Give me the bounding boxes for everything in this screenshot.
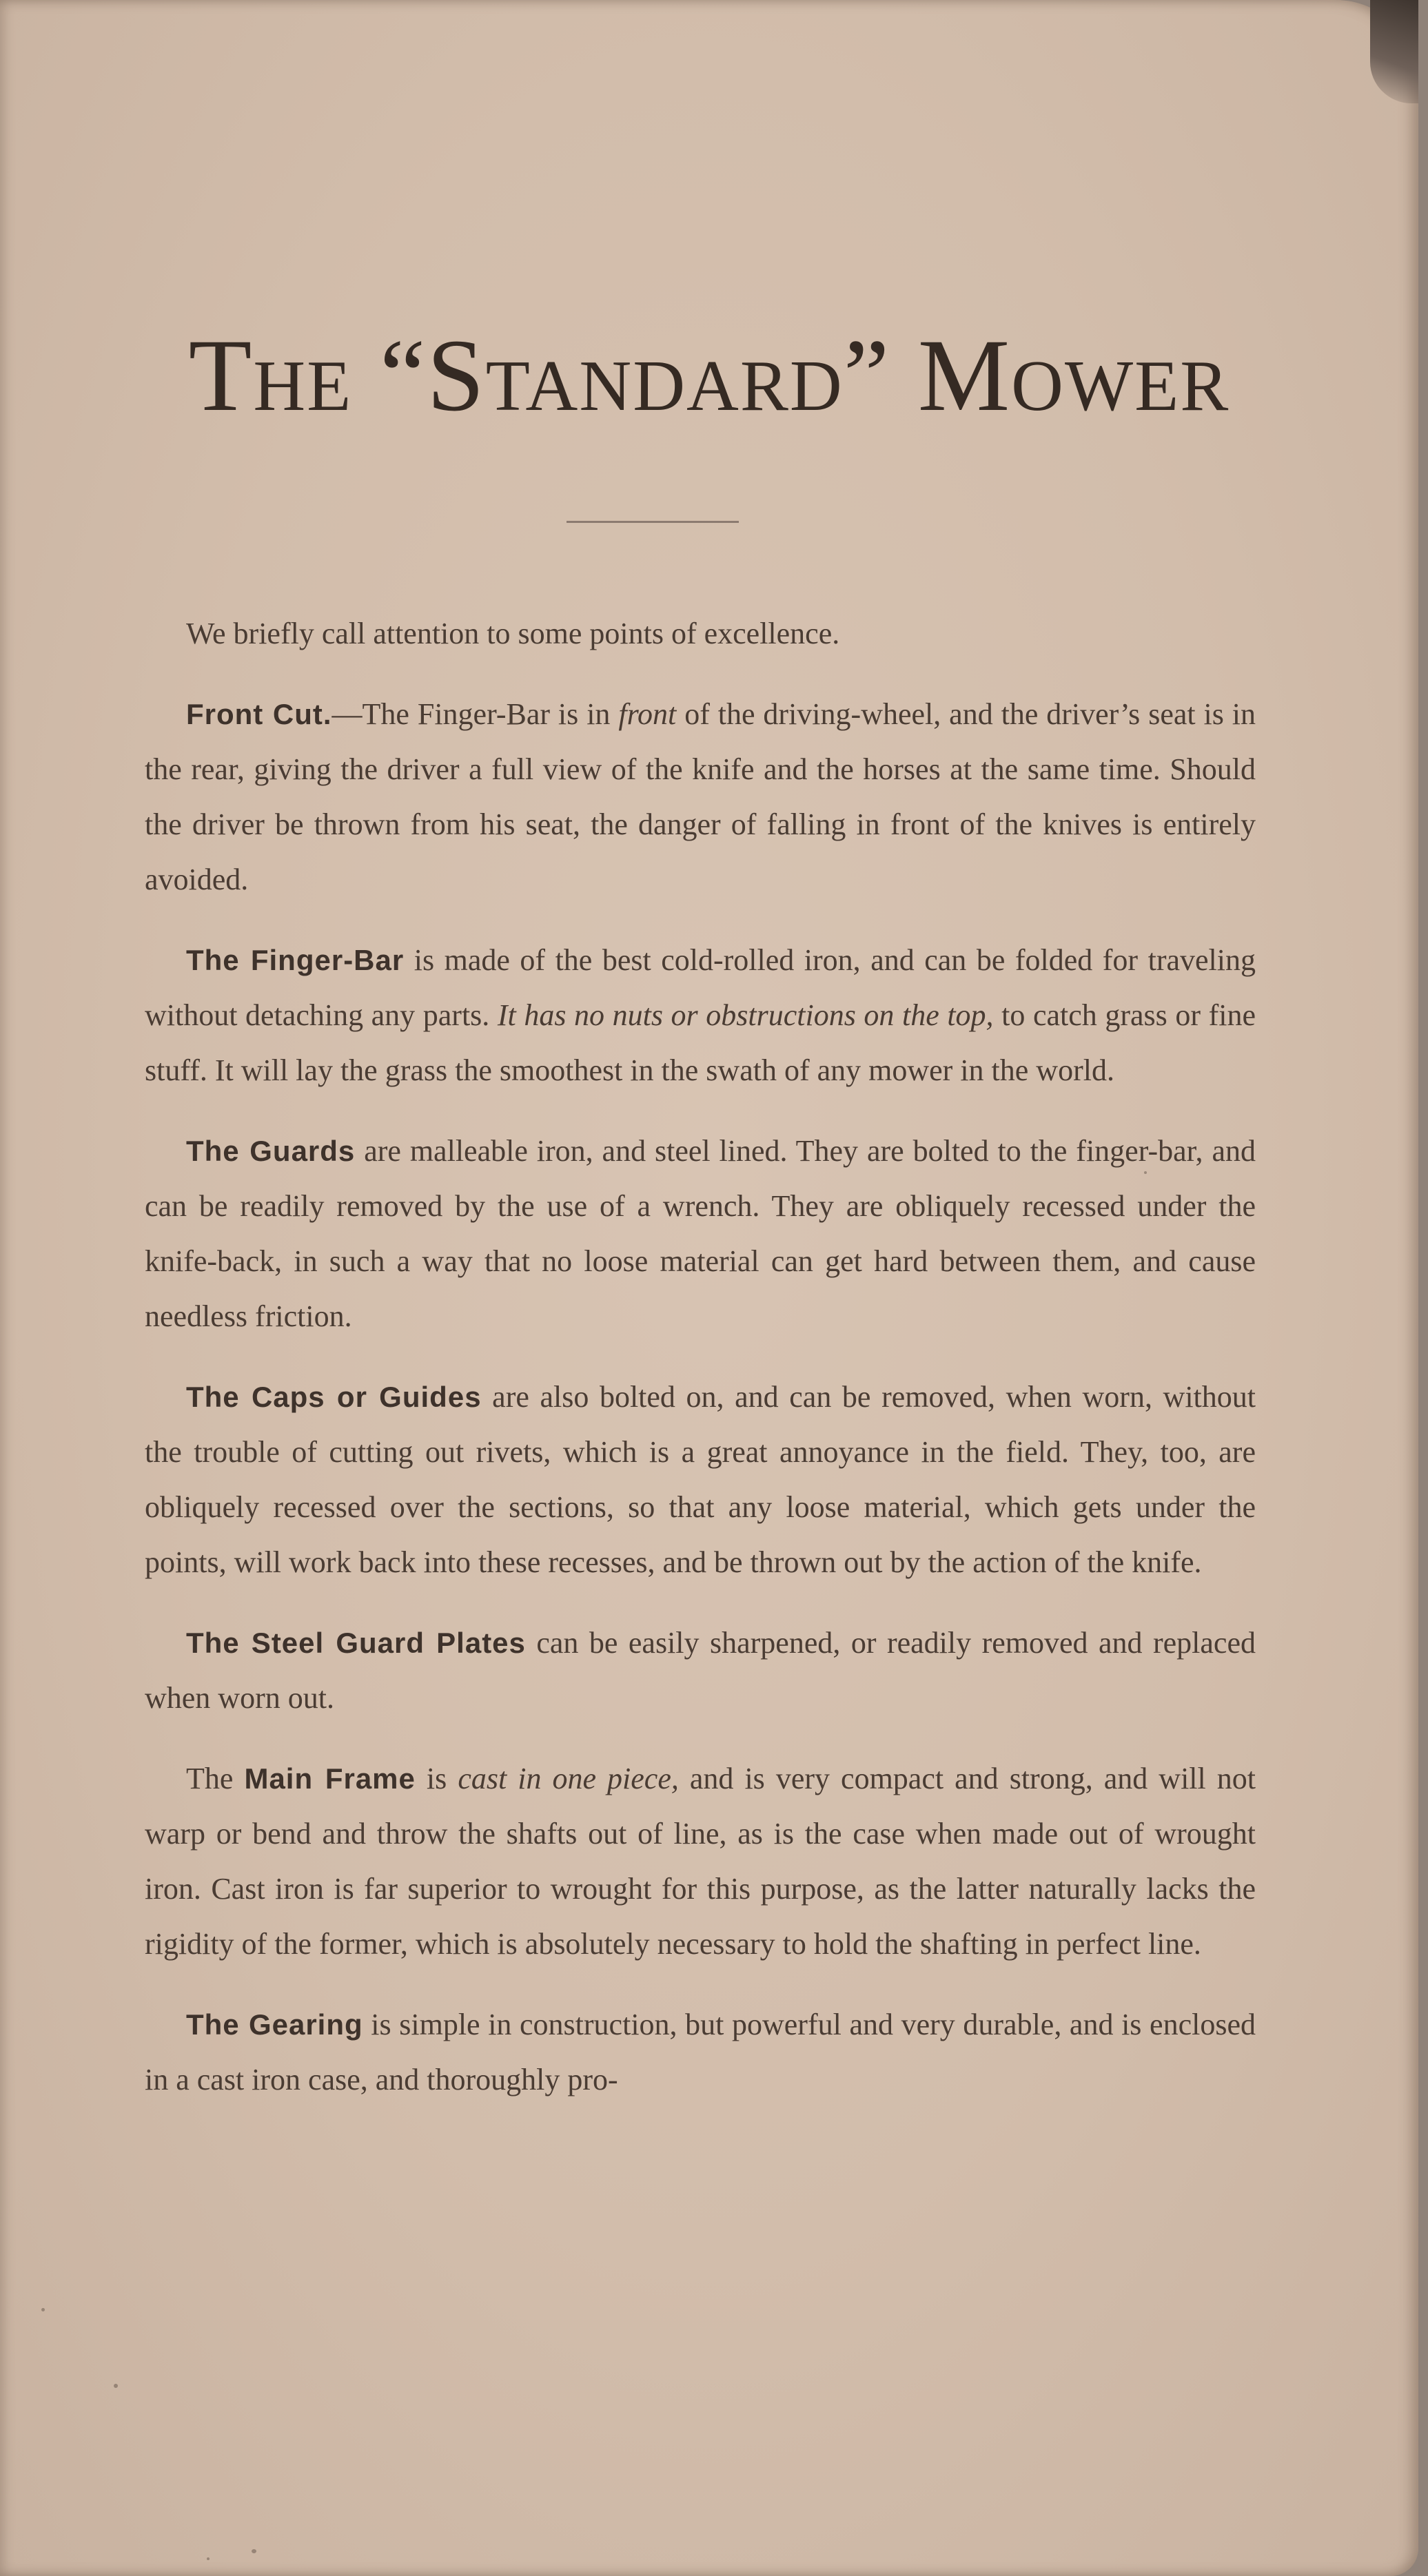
paragraph-text: is simple in construction, but powerful and very durable, and is enclosed in a cast iron case, and thoroughly pro- [145,2008,1256,2096]
paper-speck [41,2308,45,2311]
paper-speck [1144,1171,1147,1174]
paragraph-text: are malleable iron, and steel lined. They are bolted to the finger-bar, and can be readily removed by the use of a wrench. They are obliquely recessed under the knife-back, in such a way that no loose material can get hard between them, and cause needless friction. [145,1134,1256,1333]
emphasis-text: front [618,697,677,731]
paper-speck [252,2549,256,2553]
heading-finger-bar: The Finger-Bar [186,944,405,976]
heading-guards: The Guards [186,1135,356,1167]
paragraph-finger-bar [145,933,1256,1098]
paragraph-steel-guard-plates [145,1616,1256,1726]
heading-prefix: The [186,1762,245,1795]
paragraph-main-frame [145,1751,1256,1972]
heading-gearing: The Gearing [186,2008,363,2041]
paragraph-text: is made of the best cold-rolled iron, and can be folded for traveling without detaching any parts. [145,943,1256,1032]
body-text [145,606,1256,2133]
paragraph-gearing [145,1997,1256,2108]
paragraph-text: are also bolted on, and can be removed, when worn, without the trouble of cutting out rivets, which is a great annoyance in the field. They, too, are obliquely recessed over the sections, so that any loose material, which gets under the points, will work back into these recesses, and be thrown out by the action of the knife. [145,1380,1256,1579]
paper-speck [207,2557,210,2560]
title-divider [567,521,739,523]
emphasis-text: It has no nuts or obstructions on the top, [497,998,994,1032]
paragraph-text: to catch grass or fine stuff. It will lay the grass the smoothest in the swath of any mower in the world. [145,998,1256,1087]
page-title: The “Standard” Mower [188,318,1230,433]
paragraph-text: of the driving-wheel, and the driver’s seat is in the rear, giving the driver a full view of the knife and the horses at the same time. Should the driver be thrown from his seat, the danger of falling in front of the knives is entirely avoided. [145,697,1256,896]
paragraph-front-cut [145,687,1256,907]
emphasis-text: cast in one piece, [458,1762,679,1795]
paper-speck [114,2384,118,2388]
paragraph-text: —The Finger-Bar is in [332,697,619,731]
page-corner-curl [1370,0,1418,103]
paragraph-caps-guides [145,1370,1256,1590]
heading-caps-guides: The Caps or Guides [186,1381,482,1413]
heading-steel-guard-plates: The Steel Guard Plates [186,1627,526,1659]
heading-front-cut: Front Cut. [186,698,332,730]
heading-main-frame: Main Frame [244,1762,416,1795]
intro-paragraph: We briefly call attention to some points of excellence. [186,617,840,650]
paragraph-guards [145,1124,1256,1344]
paragraph-text: is [415,1762,458,1795]
paragraph-text: and is very compact and strong, and will not warp or bend and throw the shafts out of line, as is the case when made out of wrought iron. Cast iron is far superior to wrought for this purpose, as the latter naturally lacks the rigidity of the former, which is absolutely necessary to hold the shafting in perfect line. [145,1762,1256,1961]
paragraph-text: can be easily sharpened, or readily removed and replaced when worn out. [145,1626,1256,1715]
